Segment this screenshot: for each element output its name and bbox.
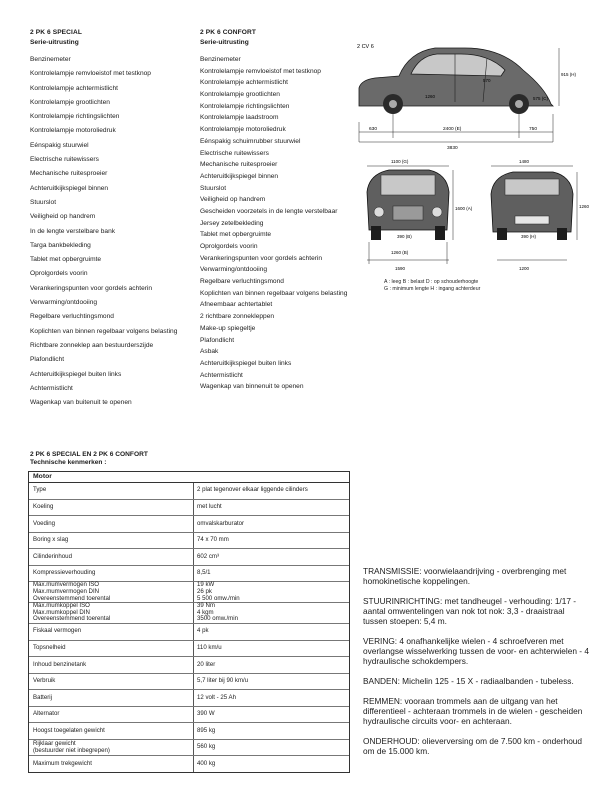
caption-line-1: A : leeg B : belast D : op schouderhoogte xyxy=(384,279,479,285)
car-rear-view xyxy=(491,172,573,240)
equipment-item: Kontrolelampje remvloeistof met testknop xyxy=(30,70,151,78)
equipment-item: Oprolgordels voorin xyxy=(30,270,88,278)
spec-label: Batterij xyxy=(29,690,194,706)
equipment-item: Achteruitkijkspiegel buiten links xyxy=(30,370,122,378)
spec-value: 400 kg xyxy=(197,759,216,767)
equipment-item: Kontrolelampje laadstroom xyxy=(200,114,279,122)
spec-value: met lucht xyxy=(197,503,222,511)
spec-row xyxy=(29,740,349,757)
equipment-item: Oprolgordels voorin xyxy=(200,243,258,250)
equipment-item: Kontrolelampje remvloeistof met testknop xyxy=(200,67,321,75)
equipment-item: Gescheiden voorzetels in de lengte verstelbaar xyxy=(200,207,338,215)
equipment-item: Eénspakig stuurwiel xyxy=(30,141,89,149)
spec-value: 4 pk xyxy=(197,627,209,635)
equipment-item: Koplichten van binnen regelbaar volgens belasting xyxy=(30,327,178,335)
equipment-item: Achtermistlicht xyxy=(200,371,243,379)
spec-label: Inhoud benzinetank xyxy=(29,657,194,673)
spec-row xyxy=(29,582,349,603)
equipment-item: Stuurslot xyxy=(200,184,227,192)
spec-label: Topsnelheid xyxy=(29,641,194,657)
dim-min-length: 1100 (G) xyxy=(391,159,409,164)
dim-rear-clearance: 390 (H) xyxy=(521,234,537,239)
dim-rear-height: 575 (C) xyxy=(533,96,549,101)
special-column xyxy=(30,28,195,413)
dim-height: 1600 (A) xyxy=(455,206,473,211)
spec-value-line: 19 kW xyxy=(197,581,215,589)
dim-rear-width: 1480 xyxy=(519,159,530,164)
spec-label xyxy=(29,603,194,623)
spec-label: Cilinderinhoud xyxy=(29,549,194,565)
equipment-item: Kontrolelampje motoroliedruk xyxy=(200,126,286,134)
spec-label: Boring x slag xyxy=(29,533,194,549)
equipment-item: 2 richtbare zonnekleppen xyxy=(200,313,275,321)
spec-row xyxy=(29,690,349,707)
spec-value: 602 cm³ xyxy=(197,552,220,560)
spec-row xyxy=(29,657,349,674)
dim-front-overhang: 630 xyxy=(369,127,378,132)
spec-value: 110 km/u xyxy=(197,643,222,651)
spec-label: Hoogst toegelaten gewicht xyxy=(29,723,194,739)
equipment-item: Kontrolelampje achtermistlicht xyxy=(200,79,288,87)
equipment-item: Benzinemeter xyxy=(30,56,71,63)
spec-row xyxy=(29,674,349,691)
spec-label: Verbruik xyxy=(29,674,194,690)
spec-note: ONDERHOUD: olieverversing om de 7.500 km - onderhoud om de 15.000 km. xyxy=(363,736,583,756)
equipment-item: Verwarming/ontdooiing xyxy=(200,266,268,274)
equipment-item: Kontrolelampje motoroliedruk xyxy=(30,127,116,135)
spec-row xyxy=(29,500,349,517)
table-title: Motor xyxy=(29,472,349,483)
dim-rear-height-loaded: 1260 xyxy=(579,204,590,209)
equipment-item: Kontrolelampje grootlichten xyxy=(30,98,110,106)
equipment-item: Wagenkap van binnenuit te openen xyxy=(200,383,304,391)
model-label: 2 CV 6 xyxy=(357,44,374,50)
spec-value: 12 volt - 25 Ah xyxy=(197,693,236,701)
caption-line-2: G : minimum lengte H : ingang achterdeur xyxy=(384,286,481,292)
spec-note: VERING: 4 onafhankelijke wielen - 4 schroefveren met overlangse wisselwerking tussen de voor- en achterwielen - 4 hydraulische schokdempers. xyxy=(363,636,589,666)
equipment-item: Kontrolelampje grootlichten xyxy=(200,91,280,99)
spec-value: 5,7 liter bij 90 km/u xyxy=(197,677,249,685)
spec-row xyxy=(29,533,349,550)
confort-equipment-list xyxy=(200,56,350,391)
confort-title: 2 PK 6 CONFORT xyxy=(200,29,256,36)
spec-value xyxy=(194,603,349,623)
spec-row xyxy=(29,483,349,500)
equipment-item: Electrische ruitewissers xyxy=(200,149,269,157)
diagram-caption xyxy=(384,279,584,293)
spec-label-line: Max.mumkoppel DIN xyxy=(33,608,90,616)
tech-heading-label: Technische kenmerken : xyxy=(30,459,107,466)
special-subtitle: Serie-uitrusting xyxy=(30,39,79,46)
equipment-item: Achtermistlicht xyxy=(30,384,73,392)
spec-value: 2 plat tegenover elkaar liggende cilinders xyxy=(197,486,308,494)
spec-note: BANDEN: Michelin 125 - 15 X - radiaalbanden - tubeless. xyxy=(363,676,574,686)
equipment-item: Kontrolelampje richtingslichten xyxy=(30,113,120,121)
equipment-item: Tablet met opbergruimte xyxy=(30,256,102,264)
spec-value: 74 x 70 mm xyxy=(197,536,229,544)
spec-value-line: 26 pk xyxy=(197,587,212,595)
spec-note: STUURINRICHTING: met tandheugel - verhouding: 1/17 - aantal omwentelingen van nok tot nok: 3,3 - draaistraal tussen stoepen: 5,4 m. xyxy=(363,596,577,626)
spec-row xyxy=(29,603,349,624)
equipment-item: Stuurslot xyxy=(30,198,57,206)
spec-value: 895 kg xyxy=(197,726,216,734)
spec-row xyxy=(29,707,349,724)
spec-label-line: (bestuurder niet inbegrepen) xyxy=(33,746,110,754)
special-title: 2 PK 6 SPECIAL xyxy=(30,29,82,36)
spec-row xyxy=(29,641,349,658)
spec-row xyxy=(29,624,349,641)
spec-value-line: 560 kg xyxy=(197,743,216,751)
spec-value-line: 3500 omw./min xyxy=(197,615,238,623)
spec-label: Koeling xyxy=(29,500,194,516)
dim-rear-overhang: 750 xyxy=(529,127,538,132)
equipment-item: Koplichten van binnen regelbaar volgens belasting xyxy=(200,289,348,297)
spec-label-line: Overeenstemmend toerental xyxy=(33,615,111,623)
spec-label-line: Overeenstemmend toerental xyxy=(33,594,111,602)
equipment-item: Verankeringspunten voor gordels achterin xyxy=(200,254,323,262)
equipment-item: Verankeringspunten voor gordels achterin xyxy=(30,284,153,292)
equipment-item: Achteruitkijkspiegel buiten links xyxy=(200,359,292,367)
confort-column xyxy=(200,28,350,395)
spec-label-line: Max.mumvermogen ISO xyxy=(33,581,100,589)
spec-value-line: 5 500 omw./min xyxy=(197,594,240,602)
car-dimension-diagram xyxy=(355,42,590,292)
equipment-item: Plafondlicht xyxy=(30,356,65,364)
spec-value-line: 39 Nm xyxy=(197,602,215,610)
spec-label: Voeding xyxy=(29,516,194,532)
spec-label: Kompressieverhouding xyxy=(29,566,194,582)
spec-row xyxy=(29,723,349,740)
dim-front-clearance: 390 (B) xyxy=(397,234,412,239)
confort-subtitle: Serie-uitrusting xyxy=(200,39,249,46)
equipment-item: Jersey zetelbekleding xyxy=(200,219,264,227)
equipment-item: Veiligheid op handrem xyxy=(30,213,96,221)
equipment-item: Richtbare zonneklep aan bestuurderszijde xyxy=(30,341,154,349)
spec-row xyxy=(29,566,349,583)
spec-label-line: Max.mumkoppel ISO xyxy=(33,602,90,610)
spec-value: omvalskarburator xyxy=(197,519,245,527)
spec-label-line: Max.mumvermogen DIN xyxy=(33,587,100,595)
spec-row xyxy=(29,516,349,533)
equipment-item: In de lengte verstelbare bank xyxy=(30,227,116,235)
dim-front-track: 1260 (B) xyxy=(391,250,409,255)
equipment-item: Regelbare verluchtingsmond xyxy=(200,278,284,286)
equipment-item: Make-up spiegeltje xyxy=(200,324,256,332)
equipment-item: Verwarming/ontdooiing xyxy=(30,299,98,307)
equipment-item: Veiligheid op handrem xyxy=(200,196,266,204)
spec-label-line: Rijklaar gewicht xyxy=(33,740,76,748)
dim-cabin-1: 570 xyxy=(483,78,491,83)
equipment-item: Achteruitkijkspiegel binnen xyxy=(30,184,109,192)
spec-row xyxy=(29,756,349,772)
spec-label: Alternator xyxy=(29,707,194,723)
dim-length: 3830 xyxy=(447,146,458,151)
equipment-item: Mechanische ruitesproeier xyxy=(30,170,108,178)
equipment-item: Electrische ruitewissers xyxy=(30,156,99,164)
dim-cabin-2: 1260 xyxy=(425,94,436,99)
spec-label xyxy=(29,740,194,756)
dim-rear-track: 1200 xyxy=(519,266,530,271)
equipment-item: Kontrolelampje achtermistlicht xyxy=(30,84,118,92)
tech-heading-models: 2 PK 6 SPECIAL EN 2 PK 6 CONFORT xyxy=(30,451,148,458)
dim-wheelbase: 2400 (E) xyxy=(443,127,462,132)
equipment-item: Achteruitkijkspiegel binnen xyxy=(200,172,279,180)
equipment-item: Tablet met opbergruimte xyxy=(200,231,272,239)
spec-note: REMMEN: vooraan trommels aan de uitgang van het differentieel - achteraan trommels in de wielen - gescheiden hydraulische circuits voor- en achteraan. xyxy=(363,696,583,726)
special-equipment-list xyxy=(30,56,195,407)
spec-note: TRANSMISSIE: voorwielaandrijving - overbrenging met homokinetische koppelingen. xyxy=(363,566,567,586)
equipment-item: Regelbare verluchtingsmond xyxy=(30,313,114,321)
spec-value: 8,5/1 xyxy=(197,569,211,577)
spec-value: 390 W xyxy=(197,710,215,718)
equipment-item: Wagenkap van buitenuit te openen xyxy=(30,399,132,407)
equipment-item: Plafondlicht xyxy=(200,336,235,344)
spec-label: Maximum trekgewicht xyxy=(29,756,194,772)
spec-value xyxy=(194,582,349,602)
car-front-view xyxy=(367,170,449,240)
equipment-item: Targa bankbekleding xyxy=(30,241,91,249)
equipment-item: Afneembaar achtertablet xyxy=(200,301,273,309)
dim-width: 1590 xyxy=(395,266,406,271)
equipment-item: Eénspakig schuimrubber stuurwiel xyxy=(200,137,301,145)
tech-heading xyxy=(30,451,148,467)
equipment-item: Mechanische ruitesproeier xyxy=(200,161,278,169)
spec-row xyxy=(29,549,349,566)
dim-rear-door: 915 (H) xyxy=(561,72,577,77)
tech-spec-table xyxy=(28,471,350,773)
spec-label: Type xyxy=(29,483,194,499)
spec-label: Fiskaal vermogen xyxy=(29,624,194,640)
spec-value xyxy=(194,740,349,756)
equipment-item: Benzinemeter xyxy=(200,56,241,63)
technical-notes xyxy=(363,566,591,766)
spec-label xyxy=(29,582,194,602)
spec-value: 20 liter xyxy=(197,660,216,668)
equipment-item: Kontrolelampje richtingslichten xyxy=(200,102,290,110)
equipment-item: Asbak xyxy=(200,348,219,356)
spec-value-line: 4 kgm xyxy=(197,608,214,616)
